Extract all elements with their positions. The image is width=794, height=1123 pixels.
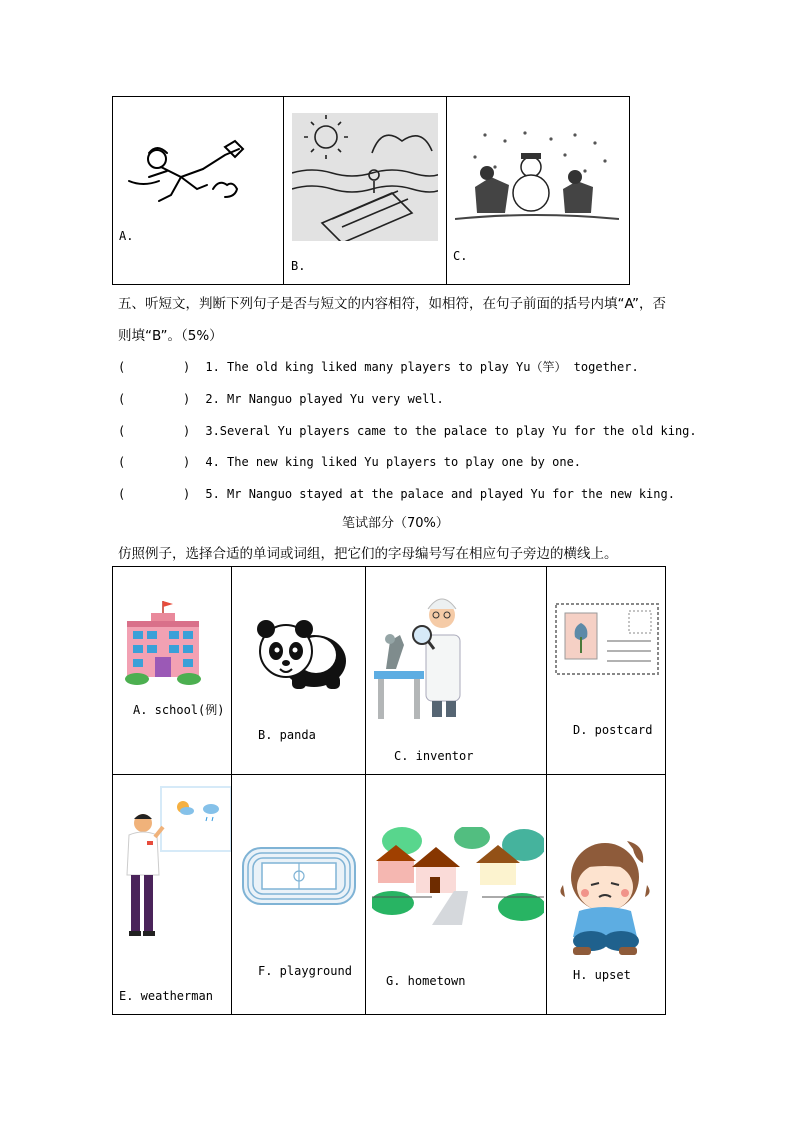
section5-item-5 [118, 483, 675, 502]
weatherman-icon [121, 783, 231, 943]
item-text: 2. Mr Nanguo played Yu very well. [205, 392, 444, 406]
top-cell-b-label: B. [291, 259, 306, 273]
scientist-icon [372, 591, 472, 721]
postcard-icon [555, 603, 659, 675]
vocab-cell-g [366, 775, 547, 1015]
item-text: 1. The old king liked many players to play Yu（竽） together. [205, 360, 639, 374]
upset-girl-icon [555, 831, 655, 957]
vocab-label-h: H. upset [573, 968, 631, 982]
school-building-icon [123, 599, 203, 685]
vocab-label-a: A. school(例) [133, 703, 225, 717]
vocab-label-f: F. playground [258, 964, 352, 978]
vocab-label-e: E. weatherman [119, 989, 213, 1003]
village-houses-icon [372, 827, 544, 925]
vocab-cell-b [232, 567, 366, 775]
vocab-label-c: C. inventor [394, 749, 474, 763]
top-cell-a [113, 97, 284, 285]
vocab-table [112, 566, 666, 1015]
playground-track-icon [242, 847, 356, 905]
section5-instruction-line1: 五、听短文，判断下列句子是否与短文的内容相符，如相符，在句子前面的括号内填“A”，否 [118, 296, 667, 312]
vocab-label-d: D. postcard [573, 723, 653, 737]
vocab-label-b: B. panda [258, 728, 316, 742]
top-cell-a-label: A. [119, 229, 134, 243]
answer-paren[interactable]: ( ) [118, 392, 191, 406]
top-cell-b [284, 97, 447, 285]
item-text: 3.Several Yu players came to the palace to play Yu for the old king. [205, 424, 697, 438]
answer-paren[interactable]: ( ) [118, 360, 191, 374]
vocab-cell-a [113, 567, 232, 775]
written-instruction: 仿照例子，选择合适的单词或词组，把它们的字母编号写在相应句子旁边的横线上。 [118, 546, 618, 562]
item-text: 5. Mr Nanguo stayed at the palace and played Yu for the new king. [205, 487, 675, 501]
vocab-label-g: G. hometown [386, 974, 466, 988]
top-cell-c-label: C. [453, 249, 468, 263]
section5-item-2 [118, 388, 444, 407]
top-cell-c [447, 97, 630, 285]
section5-item-1 [118, 356, 639, 375]
beach-sun-raft-sketch-icon [292, 113, 438, 241]
snowman-children-sketch-icon [455, 127, 619, 227]
written-section-title: 笔试部分（70%） [342, 516, 449, 531]
section5-instruction-line2: 则填“B”。（5%） [118, 328, 223, 344]
vocab-cell-c [366, 567, 547, 775]
panda-icon [252, 613, 348, 691]
vocab-cell-d [547, 567, 666, 775]
top-picture-table [112, 96, 630, 285]
answer-paren[interactable]: ( ) [118, 455, 191, 469]
vocab-cell-f [232, 775, 366, 1015]
vocab-cell-h [547, 775, 666, 1015]
section5-item-4 [118, 451, 581, 470]
item-text: 4. The new king liked Yu players to play one by one. [205, 455, 582, 469]
section5-item-3 [118, 420, 697, 439]
answer-paren[interactable]: ( ) [118, 487, 191, 501]
vocab-cell-e [113, 775, 232, 1015]
boy-flying-kite-sketch-icon [127, 137, 257, 212]
answer-paren[interactable]: ( ) [118, 424, 191, 438]
